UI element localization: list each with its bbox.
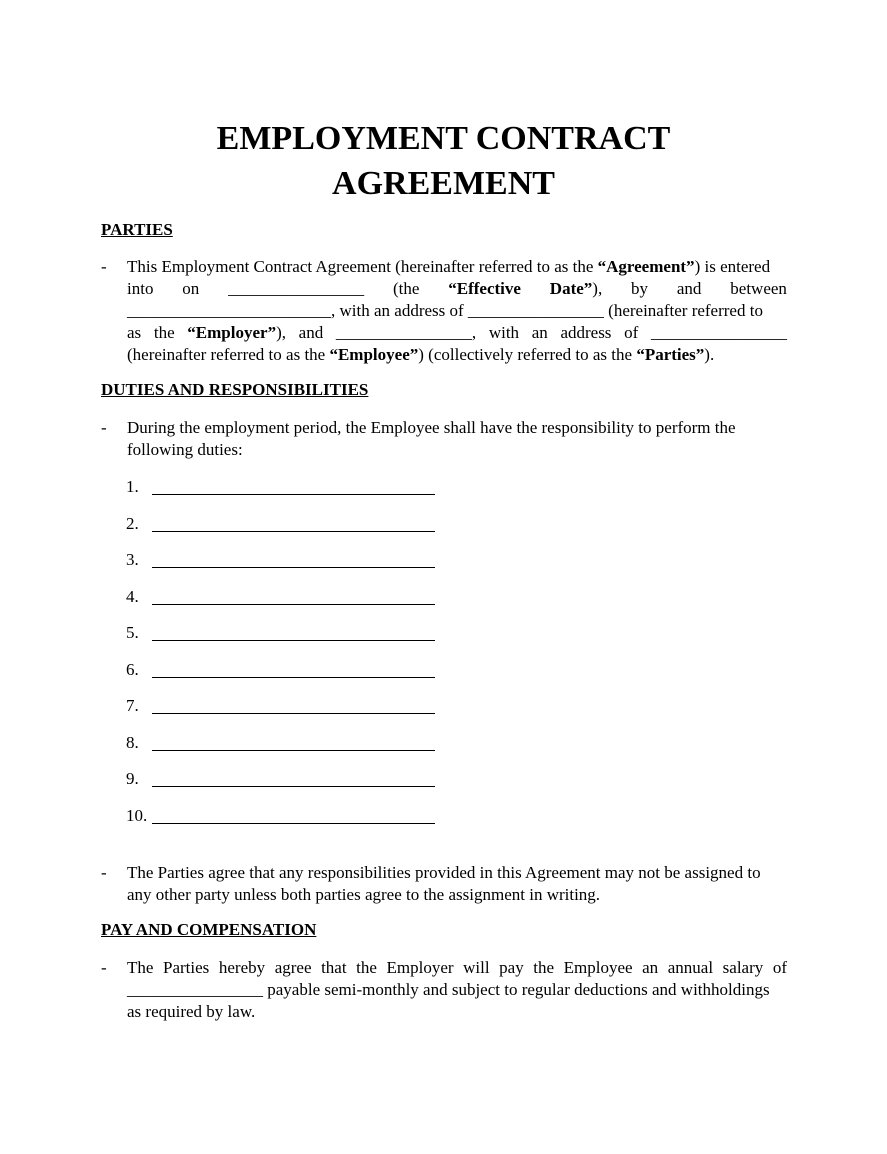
duty-number: 4. bbox=[126, 586, 139, 606]
text: ). bbox=[704, 345, 715, 364]
parties-line-3 bbox=[127, 300, 787, 322]
parties-line-5 bbox=[127, 344, 787, 366]
text: on bbox=[182, 279, 200, 298]
text: This Employment Contract Agreement (hereinafter referred to as the bbox=[127, 257, 598, 276]
employee-term: “Employee” bbox=[329, 345, 419, 364]
duty-blank-line bbox=[152, 604, 435, 605]
bullet-dash: - bbox=[101, 863, 107, 882]
employer-term: “Employer” bbox=[187, 323, 277, 342]
pay-line-1: The Parties hereby agree that the Employer will pay the Employee an annual salary of bbox=[127, 958, 787, 977]
text: ) is entered bbox=[694, 257, 771, 276]
bullet-dash: - bbox=[101, 418, 107, 437]
duty-blank-line bbox=[152, 531, 435, 532]
duty-number: 5. bbox=[126, 623, 139, 642]
text: (hereinafter referred to bbox=[603, 301, 763, 320]
text: ), bbox=[592, 279, 603, 298]
duty-blank-line bbox=[152, 677, 435, 678]
salary-blank: ________________ bbox=[127, 980, 263, 999]
duty-number: 10. bbox=[126, 805, 148, 825]
agreement-term: “Agreement” bbox=[597, 257, 695, 276]
parties-paragraph bbox=[101, 256, 787, 366]
effective-date-blank: ________________ bbox=[228, 279, 365, 298]
text: and bbox=[298, 323, 324, 342]
employer-name-blank: ________________________ bbox=[127, 301, 331, 320]
text: the bbox=[153, 323, 175, 342]
duties-intro-paragraph bbox=[101, 417, 787, 461]
text: with bbox=[488, 323, 520, 342]
text: between bbox=[730, 279, 787, 298]
pay-heading: PAY AND COMPENSATION bbox=[101, 920, 317, 939]
text: and bbox=[676, 279, 702, 298]
duty-item bbox=[126, 586, 436, 608]
text: of bbox=[624, 323, 639, 342]
duty-item bbox=[126, 768, 436, 790]
duties-intro-line-2: following duties: bbox=[127, 440, 243, 459]
parties-line-2 bbox=[127, 278, 787, 300]
employee-name-blank: ________________ bbox=[335, 323, 472, 342]
duty-number: 1. bbox=[126, 477, 139, 496]
duty-item bbox=[126, 805, 436, 827]
text: into bbox=[127, 279, 154, 298]
text: ), bbox=[276, 323, 286, 342]
duty-blank-line bbox=[152, 640, 435, 641]
duty-blank-line bbox=[152, 823, 435, 824]
bullet-dash: - bbox=[101, 958, 107, 977]
duty-number: 8. bbox=[126, 732, 139, 752]
duty-number: 6. bbox=[126, 659, 139, 679]
duty-blank-line bbox=[152, 494, 435, 495]
duties-intro-line-1: During the employment period, the Employee shall have the responsibility to perform the bbox=[127, 418, 736, 437]
text: , bbox=[471, 323, 477, 342]
pay-paragraph bbox=[101, 957, 787, 1023]
duty-blank-line bbox=[152, 786, 435, 787]
text: as bbox=[127, 323, 142, 342]
text: , with an address of bbox=[331, 301, 468, 320]
document-title-line-1: EMPLOYMENT CONTRACT bbox=[216, 120, 671, 157]
duty-item bbox=[126, 659, 436, 681]
assignment-line-2: any other party unless both parties agree to the assignment in writing. bbox=[127, 885, 601, 904]
parties-line-1 bbox=[127, 256, 787, 278]
text: by bbox=[631, 279, 649, 298]
assignment-line-1: The Parties agree that any responsibilities provided in this Agreement may not be assigned to bbox=[127, 863, 761, 882]
parties-heading: PARTIES bbox=[101, 220, 173, 239]
parties-term: “Parties” bbox=[636, 345, 705, 364]
text: address bbox=[560, 323, 612, 342]
duties-heading: DUTIES AND RESPONSIBILITIES bbox=[101, 380, 369, 399]
pay-line-3: as required by law. bbox=[127, 1002, 256, 1021]
date-term: Date” bbox=[549, 279, 593, 298]
duty-number: 9. bbox=[126, 769, 139, 788]
duty-number: 2. bbox=[126, 513, 139, 533]
document-title-line-2: AGREEMENT bbox=[332, 165, 555, 202]
effective-term: “Effective bbox=[448, 279, 521, 298]
text: (the bbox=[392, 279, 420, 298]
employer-address-blank: ________________ bbox=[467, 301, 604, 320]
text: an bbox=[531, 323, 548, 342]
duty-item bbox=[126, 695, 436, 717]
parties-line-4 bbox=[127, 322, 787, 344]
duty-blank-line bbox=[152, 567, 435, 568]
duty-item bbox=[126, 513, 436, 535]
duty-number: 7. bbox=[126, 696, 139, 715]
pay-line-2 bbox=[127, 979, 787, 1001]
duty-blank-line bbox=[152, 713, 435, 714]
duties-assignment-paragraph bbox=[101, 862, 787, 906]
duty-blank-line bbox=[152, 750, 435, 751]
duty-item bbox=[126, 549, 436, 571]
duty-number: 3. bbox=[126, 550, 139, 569]
bullet-dash: - bbox=[101, 257, 107, 276]
duty-item bbox=[126, 476, 436, 498]
text: (hereinafter referred to as the bbox=[127, 345, 330, 364]
employee-address-blank: ________________ bbox=[650, 323, 787, 342]
duty-item bbox=[126, 732, 436, 754]
text: payable semi-monthly and subject to regular deductions and withholdings bbox=[263, 980, 770, 999]
duty-item bbox=[126, 622, 436, 644]
text: ) (collectively referred to as the bbox=[418, 345, 637, 364]
